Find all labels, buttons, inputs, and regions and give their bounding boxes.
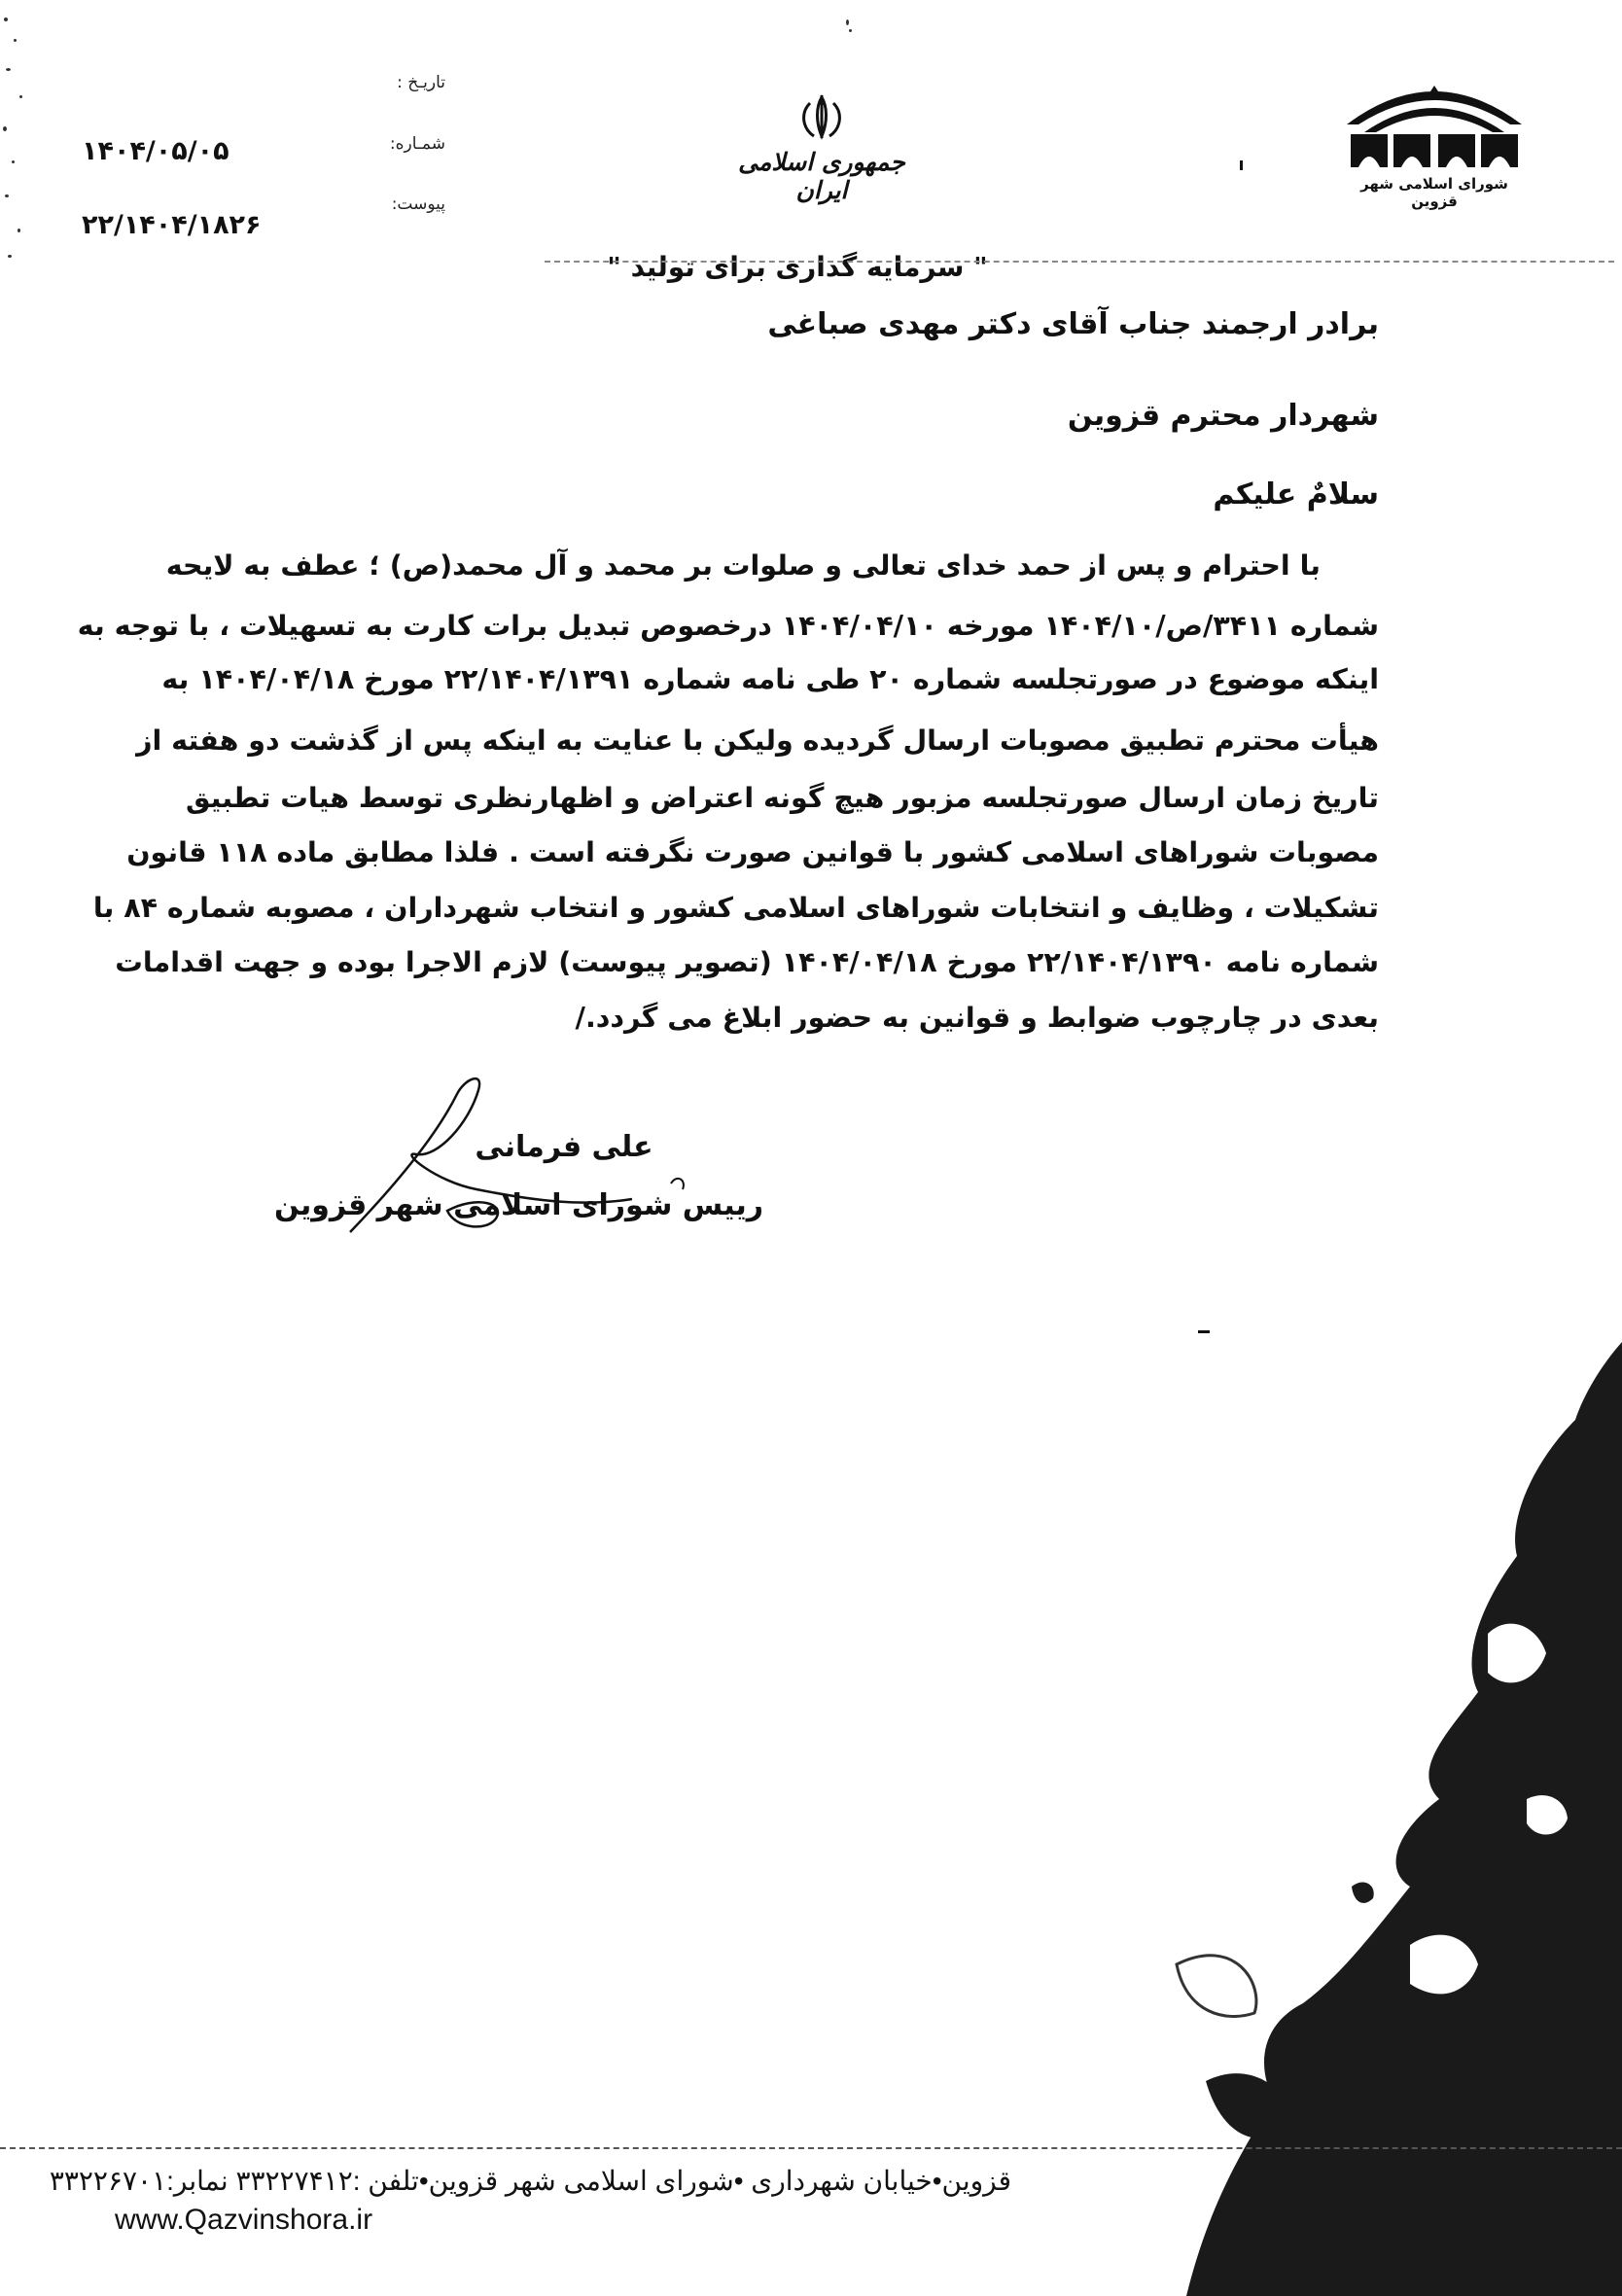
greeting: سلامٌ علیکم xyxy=(1213,477,1379,512)
body-line: شماره نامه ۲۲/۱۴۰۴/۱۳۹۰ مورخ ۱۴۰۴/۰۴/۱۸ (تصویر پیوست) لازم الاجرا بوده و جهت اقدامات xyxy=(115,946,1379,978)
signatory-title: رییس شورای اسلامی شهر قزوین xyxy=(274,1188,763,1222)
date-value: ۱۴۰۴/۰۵/۰۵ xyxy=(82,136,229,166)
scan-mark xyxy=(1198,1330,1210,1333)
national-emblem xyxy=(724,93,919,204)
emblem-caption: جمهوری اسلامی ایران xyxy=(738,148,905,204)
attachment-label: پیوست: xyxy=(391,194,445,214)
council-logo-icon xyxy=(1337,64,1532,169)
scan-mark xyxy=(1240,160,1243,170)
date-label: تاریـخ : xyxy=(397,73,445,92)
body-line: مصوبات شوراهای اسلامی کشور با قوانین صورت نگرفته است . فلذا مطابق ماده ۱۱۸ قانون xyxy=(126,836,1379,868)
footer-divider xyxy=(0,2147,1622,2149)
logo-caption: شورای اسلامی شهر قزوین xyxy=(1360,175,1508,210)
crowd-watermark xyxy=(1118,1342,1622,2296)
header-divider xyxy=(545,261,1614,263)
body-line: بعدی در چارچوب ضوابط و قوانین به حضور ابلاغ می گردد./ xyxy=(575,1002,1379,1034)
body-line: تاریخ زمان ارسال صورتجلسه مزبور هیچ گونه اعتراض و اظهارنظری توسط هیات تطبیق xyxy=(185,782,1379,814)
footer-website[interactable]: www.Qazvinshora.ir xyxy=(115,2204,373,2236)
body-line: با احترام و پس از حمد خدای تعالی و صلوات بر محمد و آل محمد(ص) ؛ عطف به لایحه xyxy=(165,549,1321,582)
recipient-title: شهردار محترم قزوین xyxy=(1067,399,1379,433)
handwritten-signature xyxy=(340,1065,749,1269)
body-line: شماره ۳۴۱۱/ص/۱۴۰۴/۱۰ مورخه ۱۴۰۴/۰۴/۱۰ درخصوص تبدیل برات کارت به تسهیلات ، با توجه به xyxy=(77,610,1379,642)
footer-address: قزوین•خیابان شهرداری •شورای اسلامی شهر قزوین•تلفن :۳۳۲۲۷۴۱۲ نمابر:۳۳۲۲۶۷۰۱ xyxy=(49,2166,1011,2196)
letter-number-value: ۲۲/۱۴۰۴/۱۸۲۶ xyxy=(82,210,262,240)
body-line: تشکیلات ، وظایف و انتخابات شوراهای اسلامی کشور و انتخاب شهرداران ، مصوبه شماره ۸۴ با xyxy=(92,892,1379,924)
recipient-line: برادر ارجمند جناب آقای دکتر مهدی صباغی xyxy=(767,307,1379,341)
emblem-icon xyxy=(793,93,851,142)
body-line: هیأت محترم تطبیق مصوبات ارسال گردیده ولیکن با عنایت به اینکه پس از گذشت دو هفته از xyxy=(136,724,1379,757)
body-line: اینکه موضوع در صورتجلسه شماره ۲۰ طی نامه شماره ۲۲/۱۴۰۴/۱۳۹۱ مورخ ۱۴۰۴/۰۴/۱۸ به xyxy=(161,663,1379,695)
number-label: شمـاره: xyxy=(389,134,445,154)
signatory-name: علی فرمانی xyxy=(475,1130,653,1164)
slogan: " سرمایه گذاری برای تولید " xyxy=(607,251,988,283)
council-logo xyxy=(1337,64,1532,210)
